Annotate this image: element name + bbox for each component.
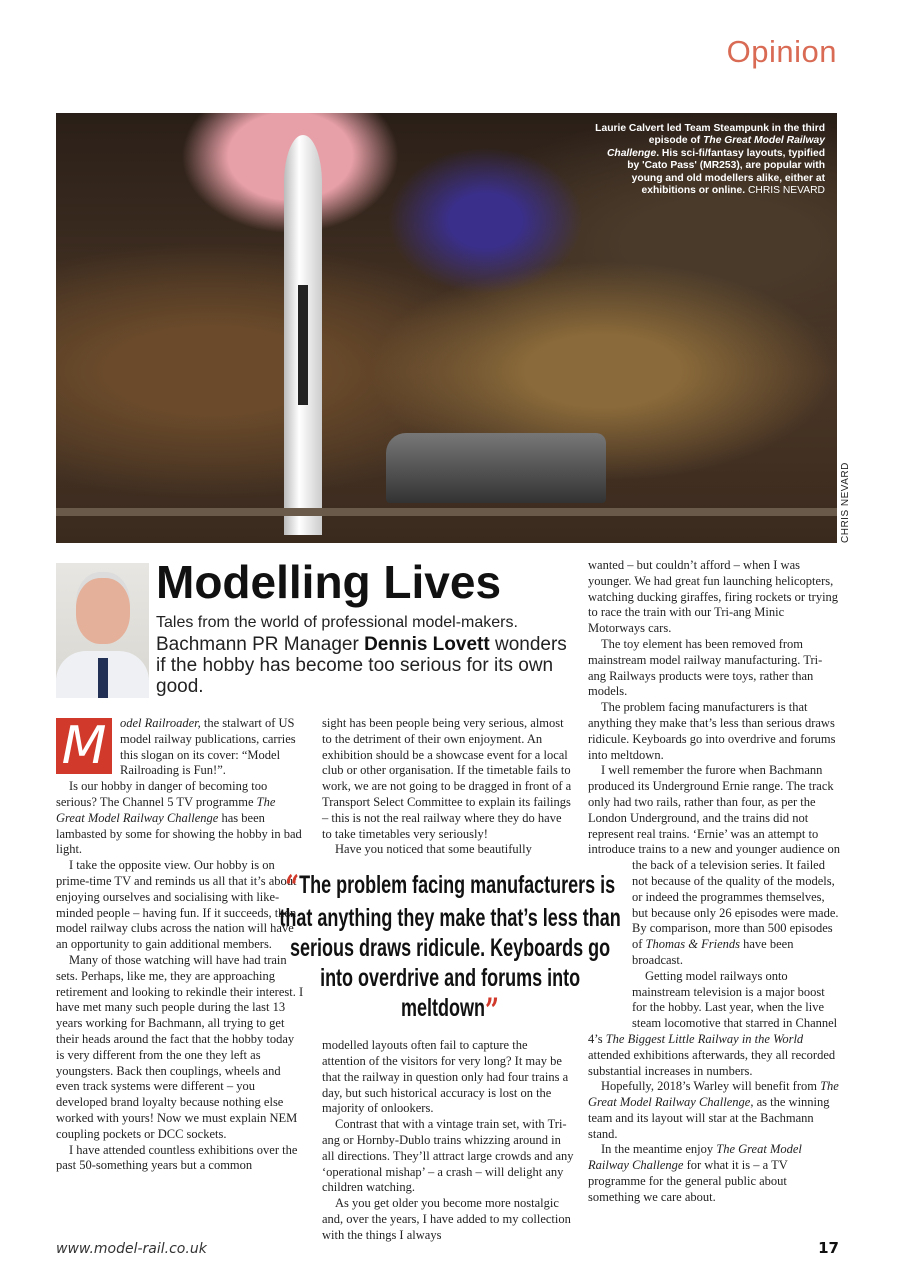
column-3: wanted – but couldn’t afford – when I was younger. We had great fun launching helicopters, watching ducking giraffes, firing rockets or trying to race the train with our Tri-ang Minic Motorways cars. The toy element has been removed from mainstream model railway manufacturing. Tri-ang Railways products were toys, rather than models. The problem facing manufacturers is that anything they make that’s less than serious draws ridicule. Keyboards go into overdrive and forums into meltdown. I well remember the furore when Bachmann produced its Underground Ernie range. The track only had two rails, rather than four, as per the London Underground, and the trains did not represent real trains. ‘Ernie’ was an attempt to introduce trains to a new and younger audience on the back of a television series. It failed not because of the quality of the models, or indeed the programmes themselves, but because only 26 episodes were made. By comparison, more than 500 episodes of Thomas & Friends have been broadcast. Getting model railways onto mainstream television is a major boost for the hobby. Last year, when the live steam locomotive that starred in Channel 4’s The Biggest Little Railway in the World attended exhibitions afterwards, they all recorded substantial increases in numbers. Hopefully, 2018’s Warley will benefit from The Great Model Railway Challenge, as the winning team and its layout will star at the Bachmann stand. In the meantime enjoy The Great Model Railway Challenge for what it is – a TV programme for the general public about something we care about. <box>588 558 840 1204</box>
column-2: sight has been people being very serious, almost to the detriment of their own enjoyment. An exhibition should be a showcase event for a local club or other organisation. If the timetable fails to work, we are not going to be dragged in front of a Transport Select Committee to explain its failings – this is not the real railway where they do have to take timetables very seriously! Have you noticed that some beautifully “The problem facing manufacturers is that anything they make that’s less than serious draws ridicule. Keyboards go into overdrive and forums into meltdown” modelled layouts often fail to capture the attention of the visitors for very long? It may be that the railway in question only had four trains a day, but such historical accuracy is lost on the majority of onlookers. Contrast that with a vintage train set, with Tri-ang or Hornby-Dublo trains whizzing around in all directions. They’ll attract large crowds and any ‘operational mishap’ – a crash – will delight any children watching. As you get older you become more nostalgic and, over the years, I have added to my collection with the things I always <box>279 716 621 1242</box>
photo-credit: CHRIS NEVARD <box>840 462 851 543</box>
article-title: Modelling Lives <box>156 556 502 608</box>
author-headshot <box>56 563 149 698</box>
rocket-model <box>284 135 322 535</box>
track <box>56 508 837 516</box>
pull-quote: “The problem facing manufacturers is that anything they make that’s less than serious draws ridicule. Keyboards go into overdrive and forums into meltdown” <box>279 868 621 1032</box>
website-url: www.model-rail.co.uk <box>56 1241 207 1257</box>
article-subtitle: Tales from the world of professional model-makers. <box>156 614 518 631</box>
section-label: Opinion <box>726 34 837 69</box>
column-1: M odel Railroader, the stalwart of US model railway publications, carries this slogan on its cover: “Model Railroading is Fun!”. Is our hobby in danger of becoming too serious? The Channel 5 TV programme The Great Model Railway Challenge has been lambasted by some for showing the hobby in bad light. I take the opposite view. Our hobby is on prime-time TV and reminds us all that it’s about enjoying ourselves and socialising with like-minded people – having fun. If it succeeds, then model railway clubs across the nation will have an opportunity to gain additional members. Many of those watching will have had train sets. Perhaps, like me, they are approaching retirement and looking to rekindle their interest. I have met many such people during the last 13 years working for Bachmann, all trying to get their heads around the fact that the hobby today is very different from the one they left as youngsters. Back then couplings, wheels and even track systems were different – you developed brand loyalty because nothing else worked with yours! Now we must explain NEM coupling pockets or DCC sockets. I have attended countless exhibitions over the past 50-something years but a common <box>56 716 304 1173</box>
feature-photo <box>56 113 837 543</box>
photo-caption: Laurie Calvert led Team Steampunk in the third episode of The Great Model Railway Challenge. His sci-fi/fantasy layouts, typified by 'Cato Pass' (MR253), are popular with young and old modellers alike, either at exhibitions or online. CHRIS NEVARD <box>595 123 825 197</box>
steam-locomotive-model <box>386 433 606 503</box>
drop-cap: M <box>56 718 112 774</box>
page-number: 17 <box>818 1239 839 1257</box>
standfirst: Bachmann PR Manager Dennis Lovett wonders if the hobby has become too serious for its own good. <box>156 634 567 697</box>
